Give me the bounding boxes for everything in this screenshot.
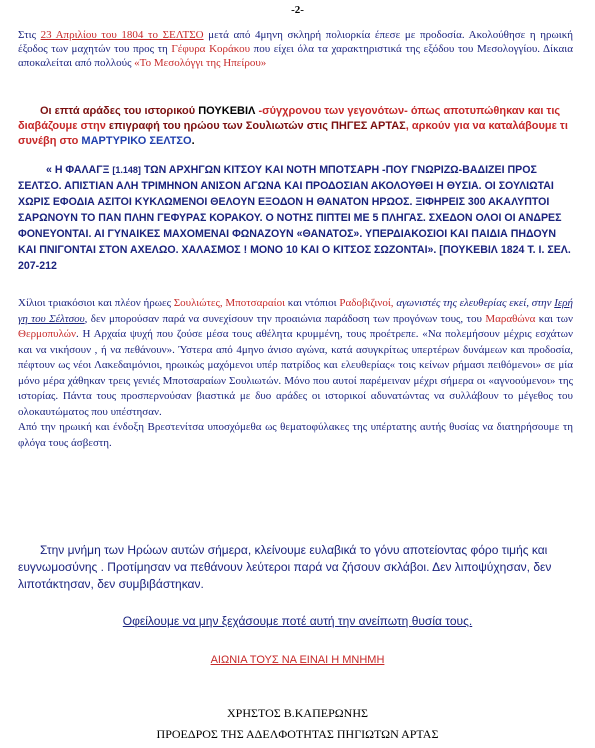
inscription-quote-b: ΤΩΝ ΑΡΧΗΓΩΝ ΚΙΤΣΟΥ ΚΑΙ ΝΟΤΗ ΜΠΟΤΣΑΡΗ -ΠΟΥ ΓΝΩΡΙΖΩ-ΒΑΔΙΖΕΙ ΠΡΟΣ ΣΕΛΤΣΟ. ΑΠΙΣΤΙΑΝ ΑΛΗ ΤΡΙΜΗΝΟΝ ΑΝΙΣΟΝ ΑΓΩΝΑ ΚΑΙ ΠΡΟΔΟΣΙΑΝ ΑΚΟΛΟΥΘΕΙ Η ΘΥΣΙΑ. ΟΙ ΣΟΥΛΙΩΤΑΙ ΧΩΡΙΣ ΕΦΟΔΙΑ ΑΣΙΤΟΙ ΚΥΚΛΩΜΕΝΟΙ ΘΕΛΟΥΝ ΕΞΟΔΟΝ Η ΘΑΝΑΤΟΝ ΗΡΩΟΣ. ΞΙΦΗΡΕΙΣ 300 ΑΚΑΛΥΠΤΟΙ ΣΑΡΩΝΟΥΝ ΤΟ ΠΑΝ ΠΛΗΝ ΓΕΦΥΡΑΣ ΚΟΡΑΚΟΥ. Ο ΝΟΤΗΣ ΠΙΠΤΕΙ ΜΕ 5 ΠΛΗΓΑΣ. ΣΧΕΔΟΝ ΟΛΟΙ ΟΙ ΑΝΔΡΕΣ ΦΟΝΕΥΟΝΤΑΙ. ΑΙ ΓΥΝΑΙΚΕΣ ΜΑΧΟΜΕΝΑΙ ΦΩΝΑΖΟΥΝ «ΘΑΝΑΤΟΣ». ΥΠΕΡΔΙΑΚΟΣΙΟΙ ΚΑΙ ΠΑΙΔΙΑ ΠΗΔΟΥΝ ΚΑΙ ΠΝΙΓΟΝΤΑΙ ΣΤΟΝ ΑΧΕΛΩΟ. ΧΑΛΑΣΜΟΣ ! ΜΟΝΟ 10 ΚΑΙ Ο ΚΙΤΣΟΣ ΣΩΖΟΝΤΑΙ». [ΠΟΥΚΕΒΙΛ 1824 Τ. Ι. ΣΕΛ. 207-212 <box>18 164 571 272</box>
heroes-c: αγωνιστές της ελευθερίας εκεί, στην <box>393 297 555 309</box>
thermopylae: Θερμοπυλών <box>18 328 76 340</box>
signature-title: ΠΡΟΕΔΡΟΣ ΤΗΣ ΑΔΕΛΦΟΤΗΤΑΣ ΠΗΓΙΩΤΩΝ ΑΡΤΑΣ <box>156 727 439 741</box>
martyr-seltso: ΜΑΡΤΥΡΙΚΟ ΣΕΛΤΣΟ <box>81 135 192 147</box>
pouqueville-intro <box>18 104 573 149</box>
intro-text-a: Στις <box>18 29 41 41</box>
heroes-paragraph <box>18 296 573 451</box>
inscription-ref: επιγραφή του ηρώου των Σουλιωτών στις ΠΗΓΕΣ ΑΡΤΑΣ <box>108 120 406 132</box>
heroes-a: Χίλιοι τριακόσιοι και πλέον ήρωες <box>18 297 174 309</box>
intro-paragraph <box>18 28 573 70</box>
heroes-b: και ντόπιοι <box>285 297 340 309</box>
fall-date: 23 Απριλίου του 1804 το ΣΕΛΤΣΟ <box>40 29 204 41</box>
heroes-e: και των <box>535 312 573 325</box>
intro-text-b: μετά από 4μηνη σκληρή πολιορκία έπεσε με προδοσία. Ακολούθησε η ηρωική έξοδος των μαχητών του προς τη <box>18 29 573 55</box>
memory-paragraph: Στην μνήμη των Ηρώων αυτών σήμερα, κλείνουμε ευλαβικά το γόνυ αποτείοντας φόρο τιμής και ευγνωμοσύνης . Προτίμησαν να πεθάνουν λεύτεροι παρά να ζήσουν σκλάβοι. Δεν λιποψύχησαν, δεν λιποτάκτησαν, δεν συμβιβάστηκαν. <box>18 543 552 591</box>
heroes-g: Από την ηρωική και ένδοξη Βρεστενίτσα υποσχόμεθα ως θεματοφύλακες της υπέρτατης αυτής θυσίας να διατηρήσουμε τη φλόγα τους άσβεστη. <box>18 421 573 449</box>
heroes-f: . Η Αρχαία ψυχή που ζούσε μέσα τους αθέλητα κρυμμένη, τους προέτρεπε. «Να πολεμήσουν μέχρις εσχάτων και να νικήσουν , ή να πεθάνουν». Ύστερα από 4μηνο άνισο αγώνα, κατά ασυγκρίτως υπερτέρων δυνάμεων και προδοσία, πέφτουν ως νέοι Λακεδαιμόνιοι, ηρωικώς μαχόμενοι υπέρ πατρίδος και ελευθερίας« τοις κείνων ρήμασι πειθόμενοι» σε μία μόνο μέρα χάθηκαν τρεις γενιές Μποτσαραίων Σουλιωτών. Μόνο που αυτοί παρέμειναν μέχρι σήμερα οι «αγνοούμενοι» της ιστορίας. Πάντα τους προσπερνούσαν βιαστικά με δυο αράδες οι ιστορικοί αδυνατώντας να συλλάβουν το μέγεθος του ολοκαυτώματος που υπέστησαν. <box>18 328 573 418</box>
holy-land: Ιερή γη του Σέλτσου <box>18 297 573 325</box>
eternal-memory-line: ΑΙΩΝΙΑ ΤΟΥΣ ΝΑ ΕΙΝΑΙ Η ΜΝΗΜΗ <box>210 654 385 666</box>
bridge-name: Γέφυρα Κοράκου <box>171 43 251 55</box>
page-number: -2- <box>291 4 304 16</box>
souliotes-names: Σουλιώτες, Μποτσαραίοι <box>173 297 286 309</box>
inscription-quote-a: « Η ΦΑΛΑΓΞ <box>46 164 113 176</box>
signature-name: ΧΡΗΣΤΟΣ Β.ΚΑΠΕΡΩΝΗΣ <box>227 706 368 720</box>
pouqueville-intro-d: . <box>191 135 195 147</box>
marathon: Μαραθώνα <box>485 312 536 325</box>
inscription-quote <box>18 162 573 274</box>
pouqueville-intro-c: , αρκούν για να καταλάβουμε τι συνέβη στο <box>18 120 568 147</box>
never-forget-line: Οφείλουμε να μην ξεχάσουμε ποτέ αυτή την ανείπωτη θυσία τους. <box>122 614 473 628</box>
intro-text-c: που είχει όλα τα χαρακτηριστικά της εξόδου του Μεσολογγίου. Δίκαια αποκαλείται από πολλούς <box>18 43 573 69</box>
pouqueville-intro-b: -σύγχρονου των γεγονότων- όπως αποτυπώθηκαν και τις διαβάζουμε στην <box>18 105 561 132</box>
radovizinoi: Ραδοβιζινοί, <box>339 297 394 309</box>
historian-name: ΠΟΥΚΕΒΙΛ <box>198 105 256 117</box>
heroes-d: , δεν μπορούσαν παρά να συνεχίσουν την προαιώνια παράδοση των προγόνων τους, του <box>84 312 486 325</box>
inscription-quote-number: [1.148] <box>112 165 141 175</box>
mesolongi-quote: «Το Μεσολόγγι της Ηπείρου» <box>134 57 267 69</box>
pouqueville-intro-a: Οι επτά αράδες του ιστορικού <box>40 105 199 117</box>
